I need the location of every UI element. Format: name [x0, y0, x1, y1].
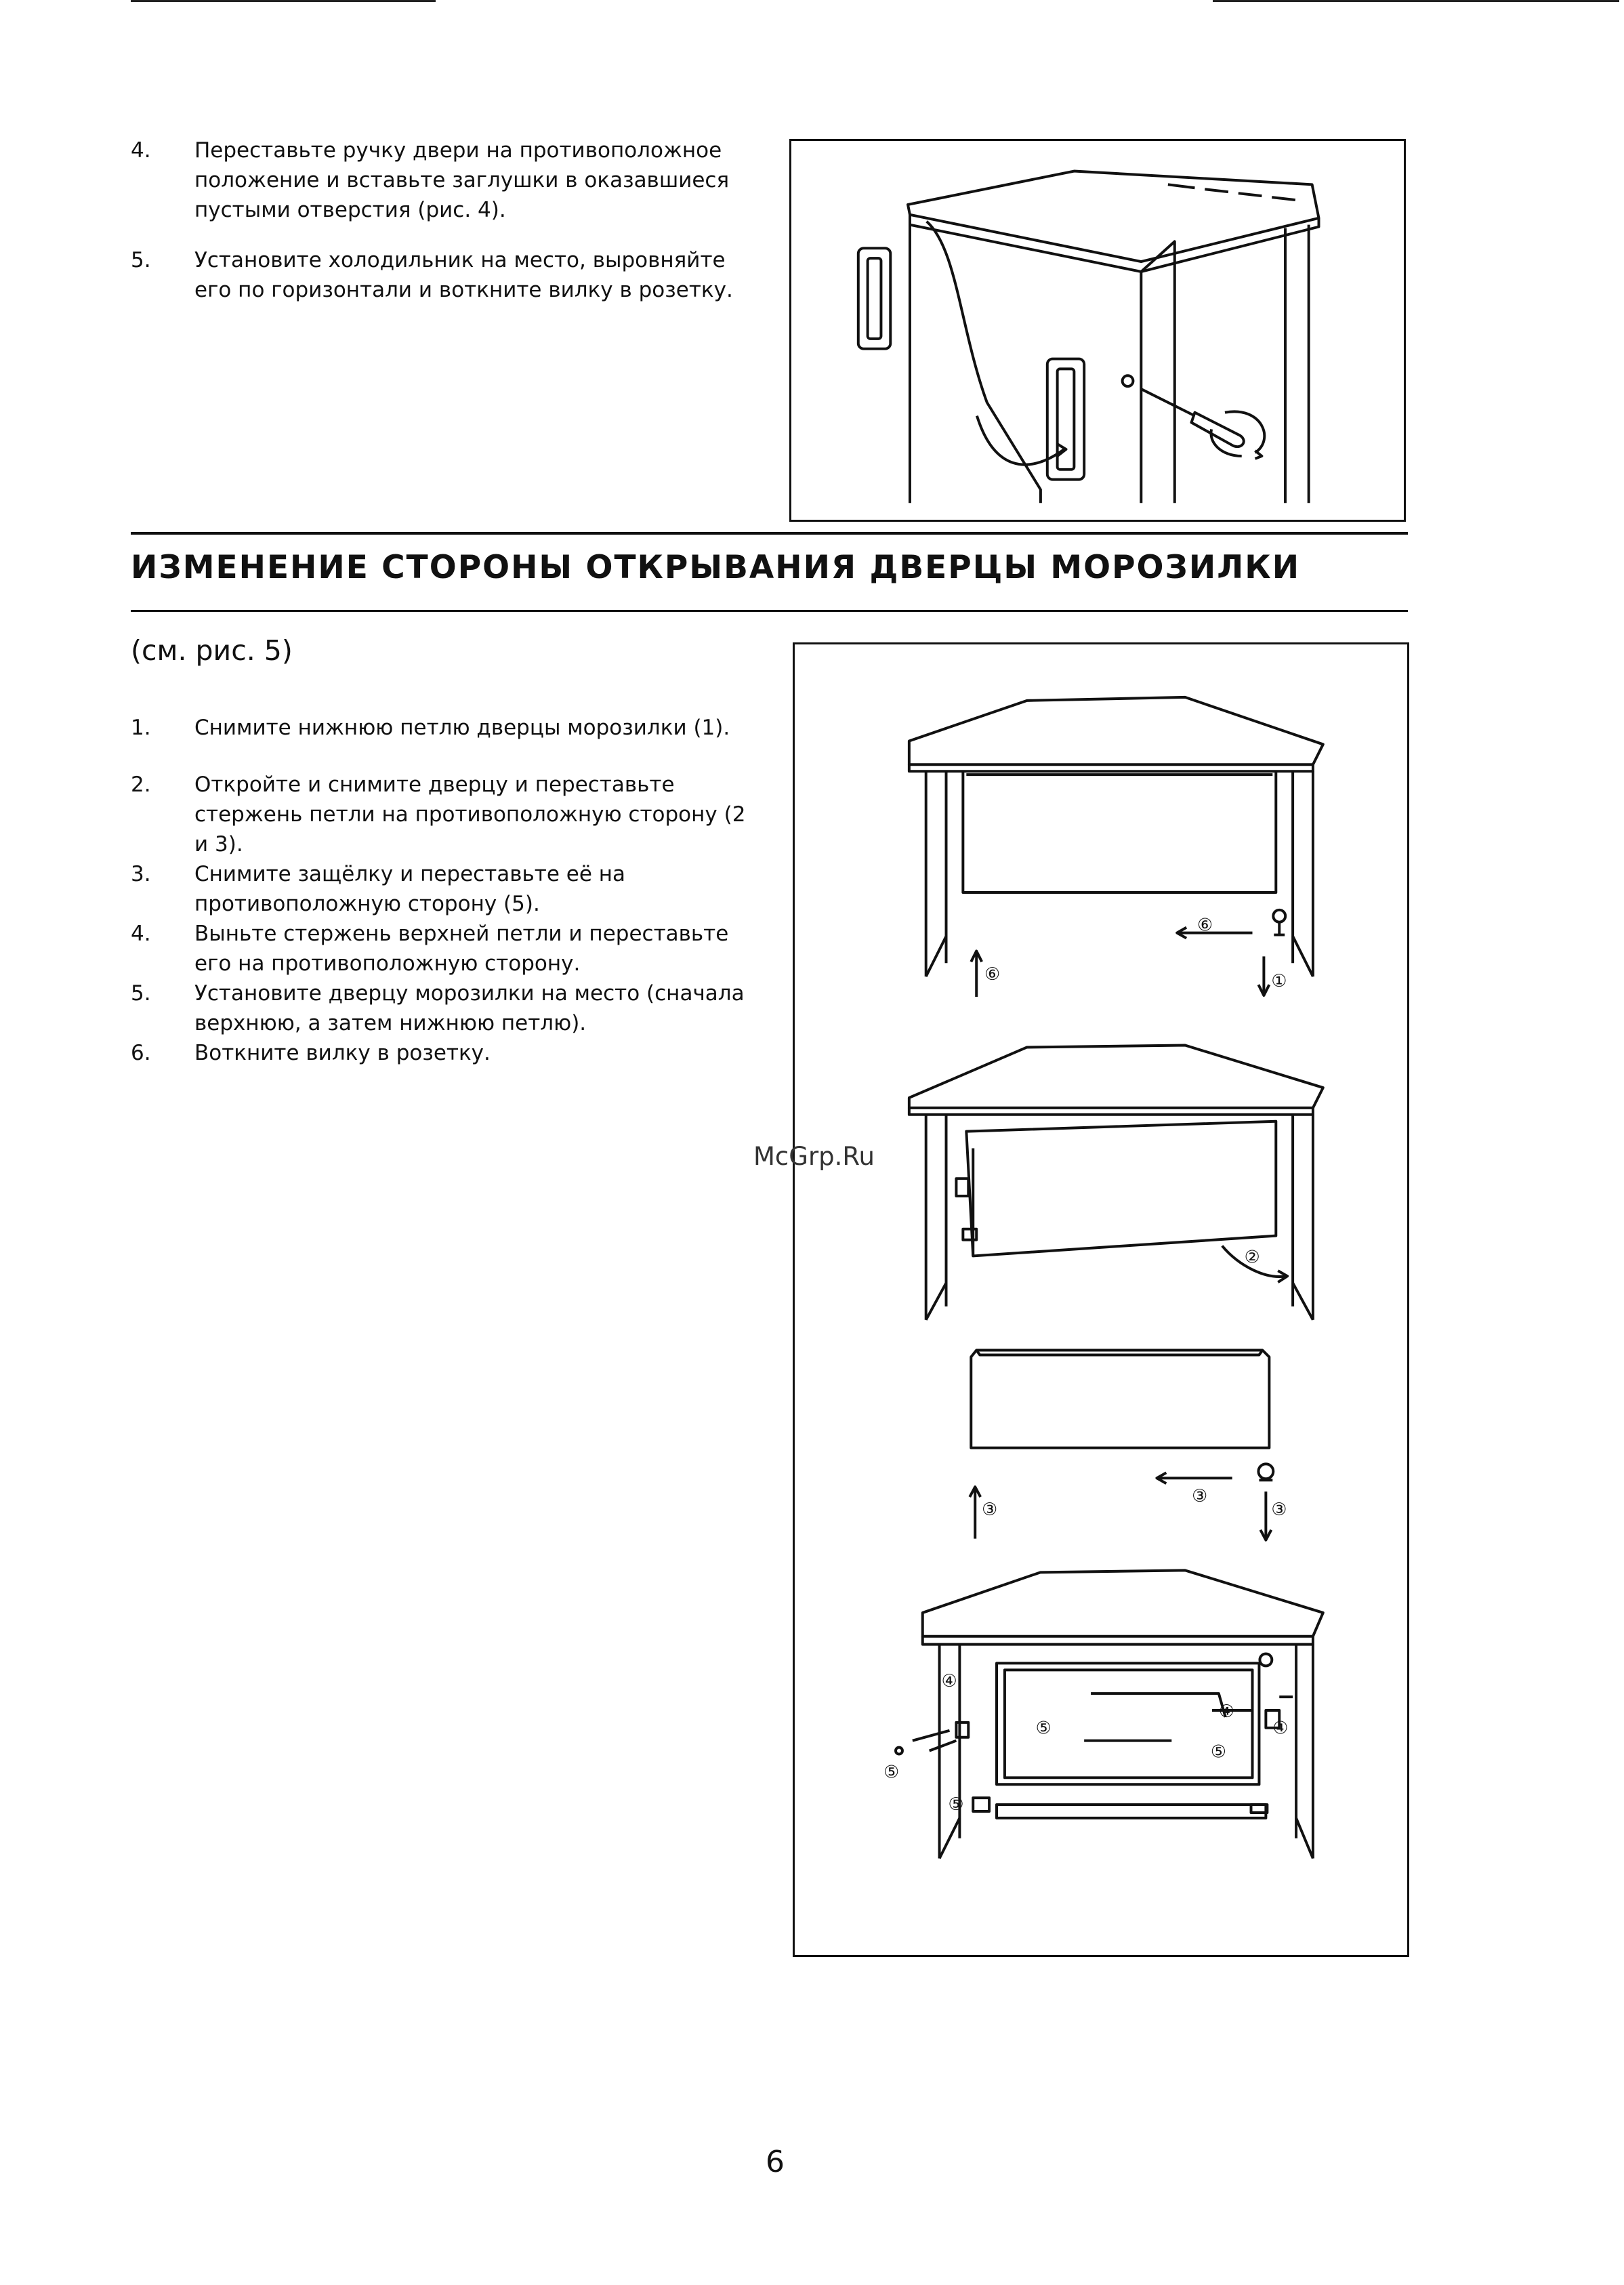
top-rule-left	[131, 0, 436, 2]
watermark: McGrp.Ru	[753, 1142, 875, 1171]
list-item	[131, 713, 753, 743]
step-text: Откройте и снимите дверцу и переставьте стержень петли на противоположную сторону (2 и 3).	[194, 773, 746, 857]
heading-rule-top	[131, 532, 1408, 535]
step-number: 5.	[131, 248, 151, 272]
step-text: Снимите защёлку и переставьте её на противоположную сторону (5).	[194, 862, 626, 916]
label-step4-top-left: ④	[941, 1671, 957, 1692]
step-text: Снимите нижнюю петлю дверцы морозилки (1).	[194, 716, 730, 740]
step-number: 2.	[131, 773, 151, 797]
section-heading: ИЗМЕНЕНИЕ СТОРОНЫ ОТКРЫВАНИЯ ДВЕРЦЫ МОРОЗИЛКИ	[131, 549, 1301, 586]
freezer-door-steps	[131, 713, 753, 1068]
list-item	[131, 859, 753, 919]
step-number: 3.	[131, 862, 151, 886]
label-step6-left: ⑥	[984, 964, 1001, 985]
label-step6-top: ⑥	[1197, 915, 1213, 936]
step-number: 1.	[131, 716, 151, 740]
step-number: 5.	[131, 981, 151, 1006]
freezer-door-illustration	[795, 644, 1407, 1955]
fridge-handle-illustration	[791, 141, 1404, 520]
list-item	[131, 1038, 753, 1068]
step-text: Установите дверцу морозилки на место (сначала верхнюю, а затем нижнюю петлю).	[194, 981, 745, 1035]
page-number: 6	[766, 2145, 785, 2179]
list-item	[131, 979, 753, 1038]
step-number: 4.	[131, 138, 151, 163]
label-step5-bottom: ⑤	[948, 1794, 964, 1815]
list-item	[131, 919, 753, 979]
label-step3-right: ③	[1271, 1499, 1287, 1520]
label-step5-inner-right: ⑤	[1210, 1742, 1227, 1763]
step-text: Воткните вилку в розетку.	[194, 1041, 491, 1065]
heading-rule-bottom	[131, 610, 1408, 612]
label-step4-right: ④	[1272, 1718, 1289, 1739]
list-item	[131, 136, 747, 225]
figure-5-freezer-door	[793, 642, 1409, 1957]
list-item	[131, 770, 753, 859]
step-text: Выньте стержень верхней петли и переставьте его на противоположную сторону.	[194, 922, 729, 976]
step-number: 4.	[131, 922, 151, 946]
label-step5-left: ⑤	[883, 1762, 900, 1783]
label-step2: ②	[1244, 1247, 1260, 1268]
list-item	[131, 245, 747, 305]
top-rule-right	[1213, 0, 1619, 2]
step-text: Переставьте ручку двери на противоположное положение и вставьте заглушки в оказавшиеся пустыми отверстия (рис. 4).	[194, 138, 730, 222]
step-text: Установите холодильник на место, выровняйте его по горизонтали и воткните вилку в розетку.	[194, 248, 733, 302]
label-step4-mid: ④	[1218, 1701, 1234, 1722]
figure-4-handle	[789, 139, 1406, 522]
door-handle-steps	[131, 136, 747, 305]
label-step3-left: ③	[982, 1499, 998, 1520]
figure-reference: (см. рис. 5)	[131, 634, 293, 667]
label-step1: ①	[1271, 971, 1287, 992]
step-number: 6.	[131, 1041, 151, 1065]
label-step3-mid: ③	[1192, 1486, 1208, 1507]
label-step5-inner-top: ⑤	[1035, 1718, 1052, 1739]
